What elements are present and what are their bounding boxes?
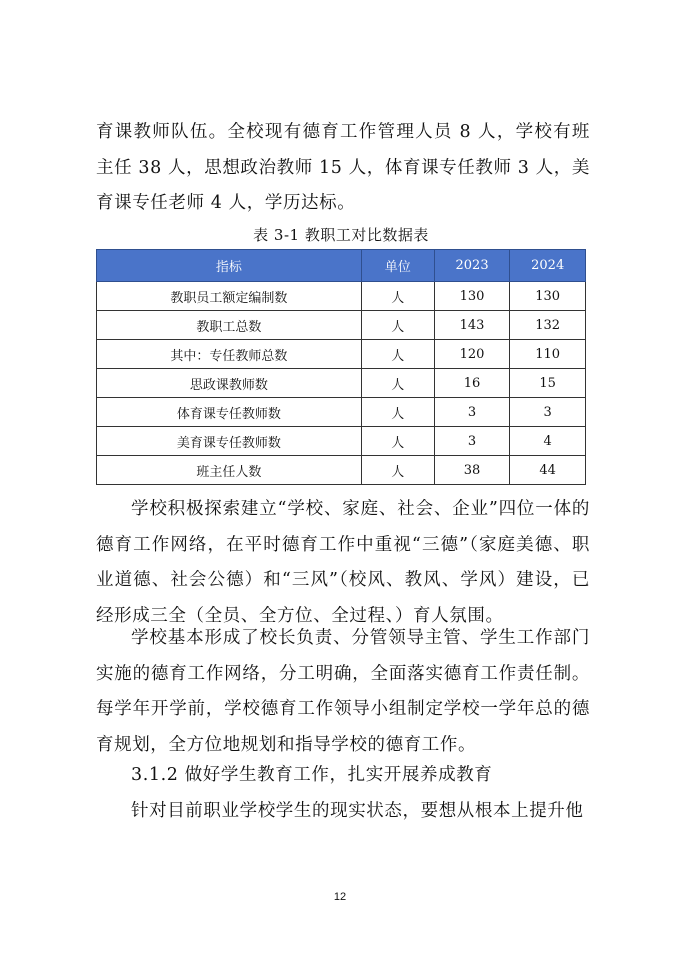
table-row bbox=[97, 282, 586, 311]
row-value-2023: 3 bbox=[434, 427, 510, 456]
row-indicator: 班主任人数 bbox=[97, 456, 362, 485]
table-row bbox=[97, 340, 586, 369]
table-header-row bbox=[97, 250, 586, 282]
intro-paragraph: 育课教师队伍。全校现有德育工作管理人员 8 人，学校有班主任 38 人，思想政治教师 15 人，体育课专任教师 3 人，美育课专任老师 4 人，学历达标。 bbox=[96, 122, 590, 213]
table-row bbox=[97, 456, 586, 485]
row-indicator: 美育课专任教师数 bbox=[97, 427, 362, 456]
row-unit: 人 bbox=[361, 311, 434, 340]
row-unit: 人 bbox=[361, 282, 434, 311]
row-value-2024: 132 bbox=[510, 311, 586, 340]
row-value-2024: 3 bbox=[510, 398, 586, 427]
row-unit: 人 bbox=[361, 369, 434, 398]
table-row bbox=[97, 427, 586, 456]
section-heading: 3.1.2 做好学生教育工作，扎实开展养成教育 bbox=[131, 765, 493, 785]
row-value-2023: 143 bbox=[434, 311, 510, 340]
row-indicator: 教职员工额定编制数 bbox=[97, 282, 362, 311]
row-indicator: 思政课教师数 bbox=[97, 369, 362, 398]
row-value-2024: 4 bbox=[510, 427, 586, 456]
table-caption: 表 3-1 教职工对比数据表 bbox=[253, 226, 429, 244]
row-unit: 人 bbox=[361, 398, 434, 427]
row-indicator: 教职工总数 bbox=[97, 311, 362, 340]
header-year-2024: 2024 bbox=[510, 250, 586, 282]
row-value-2024: 110 bbox=[510, 340, 586, 369]
body-paragraph-students: 针对目前职业学校学生的现实状态，要想从根本上提升他 bbox=[131, 801, 584, 821]
staff-comparison-table bbox=[96, 249, 586, 485]
row-value-2023: 3 bbox=[434, 398, 510, 427]
page-number: 12 bbox=[333, 891, 347, 903]
row-indicator: 体育课专任教师数 bbox=[97, 398, 362, 427]
row-value-2024: 130 bbox=[510, 282, 586, 311]
body-paragraph-network: 学校积极探索建立“学校、家庭、社会、企业”四位一体的德育工作网络，在平时德育工作中重视“三德”（家庭美德、职业道德、社会公德）和“三风”（校风、教风、学风）建设，已经形成三全（全员、全方位、全过程、）育人氛围。 bbox=[96, 499, 590, 626]
row-value-2023: 38 bbox=[434, 456, 510, 485]
row-unit: 人 bbox=[361, 427, 434, 456]
row-value-2023: 130 bbox=[434, 282, 510, 311]
table-row bbox=[97, 398, 586, 427]
row-value-2024: 44 bbox=[510, 456, 586, 485]
table-row bbox=[97, 311, 586, 340]
row-unit: 人 bbox=[361, 456, 434, 485]
header-unit: 单位 bbox=[361, 250, 434, 282]
row-indicator: 其中：专任教师总数 bbox=[97, 340, 362, 369]
header-indicator: 指标 bbox=[97, 250, 362, 282]
header-year-2023: 2023 bbox=[434, 250, 510, 282]
row-value-2023: 120 bbox=[434, 340, 510, 369]
row-unit: 人 bbox=[361, 340, 434, 369]
row-value-2023: 16 bbox=[434, 369, 510, 398]
row-value-2024: 15 bbox=[510, 369, 586, 398]
body-paragraph-responsibility: 学校基本形成了校长负责、分管领导主管、学生工作部门实施的德育工作网络，分工明确，全面落实德育工作责任制。每学年开学前，学校德育工作领导小组制定学校一学年总的德育规划，全方位地规划和指导学校的德育工作。 bbox=[96, 628, 590, 755]
table-row bbox=[97, 369, 586, 398]
